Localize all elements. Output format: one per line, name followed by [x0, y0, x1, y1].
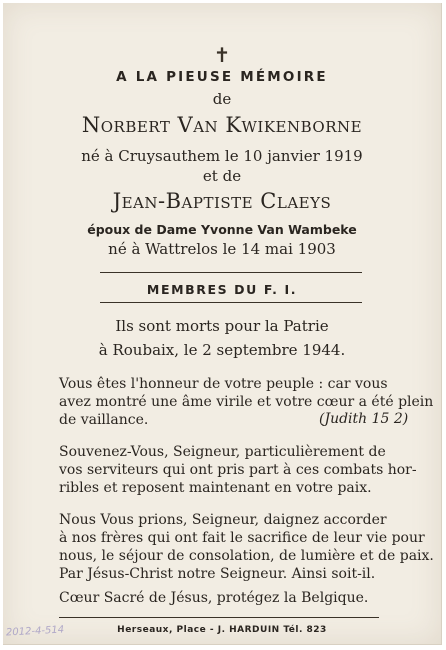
prayer1-line2: avez montré une âme virile et votre cœur a été plein — [59, 394, 434, 410]
et-de-text: et de — [202, 167, 242, 185]
person2-spouse: époux de Dame Yvonne Van Wambeke — [87, 222, 357, 237]
divider-footer — [59, 617, 379, 618]
prayer1-line3: de vaillance. — [59, 412, 149, 428]
prayer2-line1: Souvenez-Vous, Seigneur, particulièrement de — [59, 444, 386, 460]
handwritten-note: 2012-4-514 — [5, 624, 65, 639]
death-line-2: à Roubaix, le 2 septembre 1944. — [98, 341, 346, 359]
person2-name: Jean-Baptiste Claeys — [112, 189, 332, 213]
person1-birth: né à Cruysauthem le 10 janvier 1919 — [81, 147, 363, 165]
prayer3-line4: Par Jésus-Christ notre Seigneur. Ainsi soit-il. — [59, 566, 376, 582]
prayer2-line2: vos serviteurs qui ont pris part à ces combats hor- — [59, 462, 417, 478]
cross-icon: ✝ — [213, 43, 231, 67]
prayer2-line3: ribles et reposent maintenant en votre paix. — [59, 480, 372, 496]
divider-bottom — [100, 302, 362, 303]
de-text: de — [212, 90, 232, 108]
prayer3-line1: Nous Vous prions, Seigneur, daignez accorder — [59, 512, 387, 528]
closing-line: Cœur Sacré de Jésus, protégez la Belgique. — [59, 590, 369, 606]
prayer1-reference: (Judith 15 2) — [319, 411, 409, 427]
prayer3-line3: nous, le séjour de consolation, de lumière et de paix. — [59, 548, 434, 564]
card-heading: A LA PIEUSE MÉMOIRE — [116, 69, 328, 85]
death-line-1: Ils sont morts pour la Patrie — [115, 317, 329, 335]
divider-top — [100, 272, 362, 273]
printer-credit: Herseaux, Place - J. HARDUIN Tél. 823 — [117, 625, 327, 635]
memorial-card — [3, 3, 442, 645]
prayer3-line2: à nos frères qui ont fait le sacrifice de leur vie pour — [59, 530, 425, 546]
person2-birth: né à Wattrelos le 14 mai 1903 — [108, 240, 336, 258]
person1-name: Norbert Van Kwikenborne — [81, 113, 363, 137]
members-label: MEMBRES DU F. I. — [146, 282, 298, 297]
prayer1-line1: Vous êtes l'honneur de votre peuple : car vous — [59, 376, 388, 392]
